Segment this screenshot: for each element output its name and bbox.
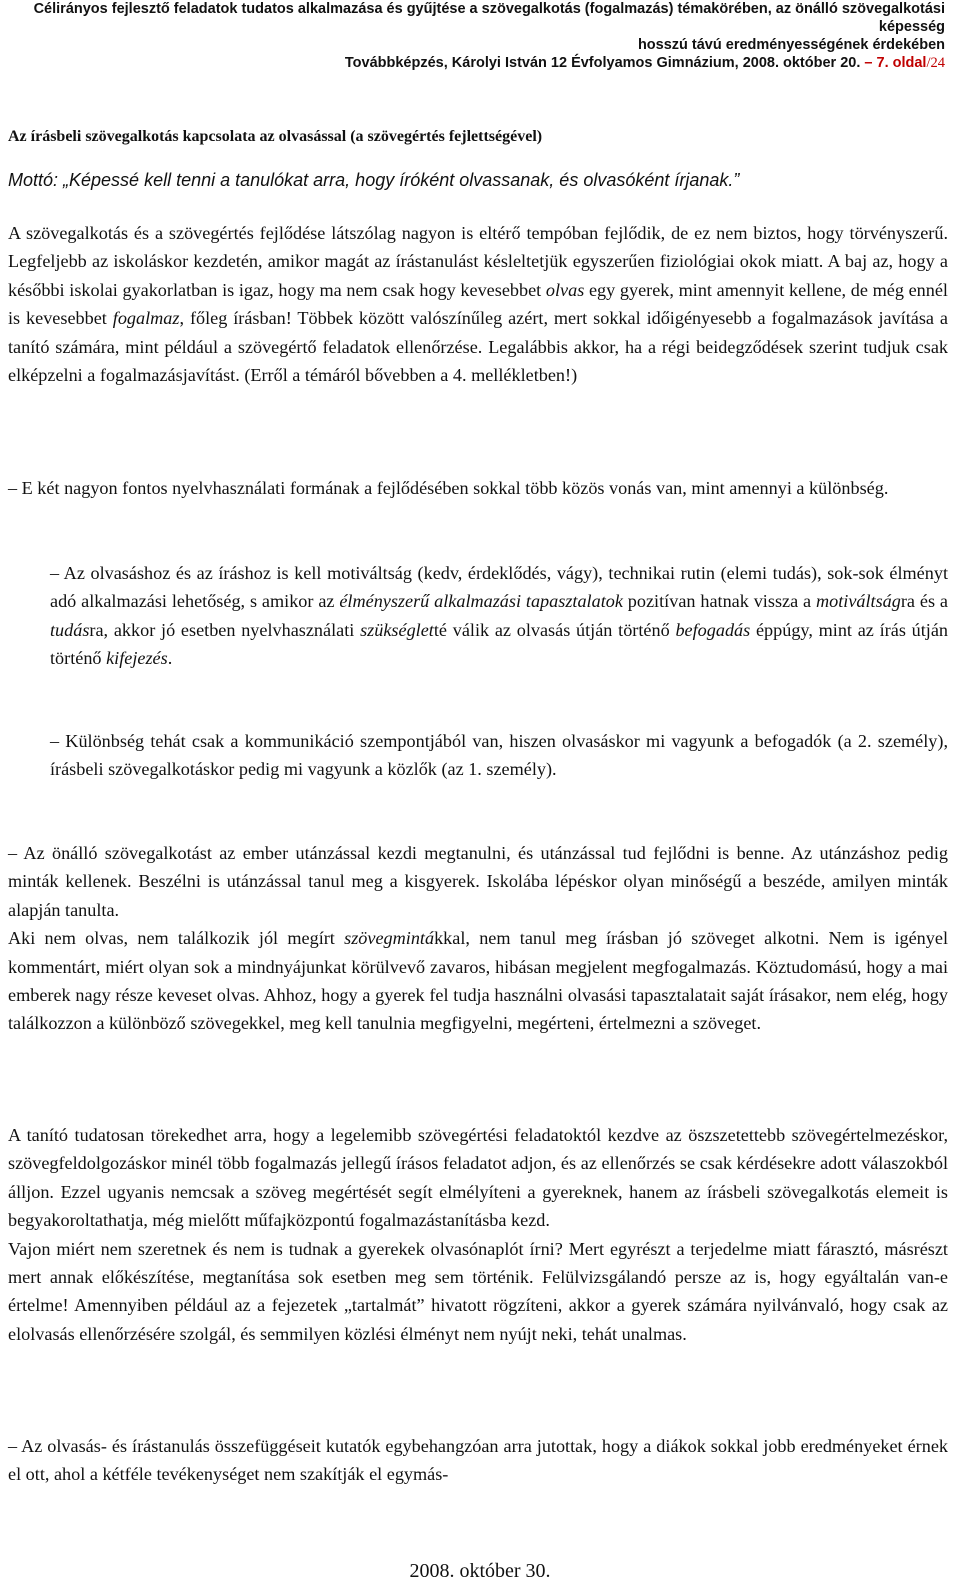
- header-event: Továbbképzés, Károlyi István 12 Évfolyamos Gimnázium, 2008. október 20.: [344, 55, 861, 71]
- header-line-3: [5, 54, 945, 72]
- p3-text-e: ra és a: [900, 591, 948, 612]
- p1-text-c: egy gyerek, mint amennyit kellene, de még ennél is kevesebbet: [8, 279, 948, 329]
- p2-text: – E két nagyon fontos nyelvhasználati formának a fejlődésében sokkal több közös vonás van, mint amennyi a különbség.: [8, 478, 889, 498]
- p3-text-c: pozitívan hatnak vissza a: [622, 591, 816, 612]
- p3-text-i: té válik az olvasás útján történő: [433, 619, 676, 640]
- p4-text: – Különbség tehát csak a kommunikáció szempontjából van, hiszen olvasáskor mi vagyunk a befogadók (a 2. személy), írásbeli szövegalkotáskor pedig mi vagyunk a közlők (az 1. személy).: [50, 731, 948, 780]
- p3-text-m: .: [167, 648, 173, 669]
- footer-date: 2008. október 30.: [409, 1560, 551, 1582]
- paragraph-6: [8, 1121, 948, 1348]
- page-number: 7. oldal: [876, 55, 927, 71]
- header-line-2: hosszú távú eredményességének érdekében: [637, 37, 945, 53]
- running-header: [5, 0, 945, 72]
- p3-italic-f: tudás: [50, 619, 90, 640]
- p3-text-a: – Az olvasáshoz és az íráshoz is kell motiváltság (kedv, érdeklődés, vágy), technikai rutin (elemi tudás), sok-sok élményt adó alkalmazási lehetőség, s amikor az: [50, 563, 948, 612]
- p7-text: – Az olvasás- és írástanulás összefüggéseit kutatók egybehangzóan arra jutottak, hogy a diákok sokkal jobb eredményeket érnek el ott, ahol a kétféle tevékenységet nem szakítják el egymás-: [8, 1436, 948, 1485]
- p5-text-d: kkal, nem tanul meg írásban jó szöveget alkotni. Nem is igényel kommentárt, miért olyan sok a mindnyájunkat körülvevő zavaros, hibásan megjelent megfogalmazás. Köztudomású, hogy a mai emberek nagy része keveset olvas. Ahhoz, hogy a gyerek fel tudja használni olvasási tapasztalatait saját írásakor, nem elég, hogy találkozzon a különböző szövegekkel, meg kell tanulnia megfigyelni, megérteni, értelmezni a szöveget.: [8, 928, 948, 1034]
- p1-text-a: A szövegalkotás és a szövegértés fejlődése látszólag nagyon is eltérő tempóban fejlődik, de ez nem biztos, hogy törvényszerű. Legfeljebb az iskoláskor kezdetén, amikor magát az írástanulást késleltetjük egyszerűen fiziológiai okok miatt. A baj az, hogy a későbbi iskolai gyakorlatban is igaz, hogy ma nem csak hogy kevesebbet: [8, 223, 948, 300]
- motto: Mottó: „Képessé kell tenni a tanulókat arra, hogy íróként olvassanak, és olvasóként írjanak.”: [8, 170, 740, 190]
- section-title: Az írásbeli szövegalkotás kapcsolata az olvasással (a szövegértés fejlettségével): [8, 128, 543, 145]
- header-dash: –: [860, 55, 877, 71]
- paragraph-2: [8, 474, 948, 502]
- p6-text-a: A tanító tudatosan törekedhet arra, hogy a legelemibb szövegértési feladatoktól kezdve az öszszetettebb szövegértelmezéskor, szövegfeldolgozáskor minél több fogalmazás jellegű írásos feladatot adjon, és az ellenőrzés se csak kérdésekre adott válaszokból álljon. Ezzel ugyanis nemcsak a szöveg megértését segít elmélyíteni a gyereknek, hanem az írásbeli szövegalkotás elemeit is begyakoroltathatja, még mielőtt műfajközpontú fogalmazástanításba kezd.: [8, 1125, 948, 1231]
- header-line-1: Célirányos fejlesztő feladatok tudatos alkalmazása és gyűjtése a szövegalkotás (fogalmazás) témakörében, az önálló szövegalkotási képesség: [33, 1, 945, 35]
- paragraph-5: [8, 839, 948, 1038]
- paragraph-3: [50, 559, 948, 673]
- p6-text-b: Vajon miért nem szeretnek és nem is tudnak a gyerekek olvasónaplót írni? Mert egyrészt a terjedelme miatt fárasztó, másrészt mert annak előkészítése, megtanítása sok esetben meg sem történik. Felülvizsgálandó persze az is, hogy egyáltalán van-e értelme! Amennyiben például az a fejezetek „tartalmát” hivatott rögzíteni, akkor a gyerek számára nyilvánvaló, hogy csak az elolvasás ellenőrzésére szolgál, és semmilyen közlési élményt nem nyújt neki, tehát unalmas.: [8, 1238, 948, 1344]
- paragraph-4: [50, 727, 948, 784]
- p3-italic-l: kifejezés: [106, 648, 168, 669]
- p1-italic-fogalmaz: fogalmaz: [112, 308, 180, 329]
- paragraph-1: [8, 219, 948, 389]
- p1-text-e: , főleg írásban! Többek között valószínűleg azért, mert sokkal időigényesebb a fogalmazások javítása a tanító számára, mint például a szövegértő feladatok ellenőrzése. Legalábbis akkor, ha a régi beidegződések szerint tudjuk csak elképzelni a fogalmazásjavítást. (Erről a témáról bővebben a 4. mellékletben!): [8, 308, 948, 386]
- p1-italic-olvas: olvas: [545, 279, 585, 300]
- page-total: /24: [926, 55, 945, 71]
- p3-italic-j: befogadás: [675, 619, 751, 640]
- p5-text-a: – Az önálló szövegalkotást az ember utánzással kezdi megtanulni, és utánzással tud fejlődni is benne. Az utánzáshoz pedig minták kellenek. Beszélni is utánzással tanul meg a kisgyerek. Iskolába lépéskor olyan minőségű a beszéde, amilyen minták alapján tanulta.: [8, 843, 948, 920]
- p5-text-b: Aki nem olvas, nem találkozik jól megírt: [8, 928, 345, 949]
- p3-italic-h: szükséglet: [360, 619, 434, 640]
- p3-italic-d: motiváltság: [816, 591, 901, 612]
- p3-text-k: éppúgy, mint az írás útján történő: [50, 619, 949, 669]
- p5-italic-c: szövegmintá: [344, 928, 435, 949]
- p3-text-g: ra, akkor jó esetben nyelvhasználati: [89, 619, 361, 640]
- paragraph-7: [8, 1432, 948, 1489]
- p3-italic-b: élményszerű alkalmazási tapasztalatok: [339, 591, 623, 612]
